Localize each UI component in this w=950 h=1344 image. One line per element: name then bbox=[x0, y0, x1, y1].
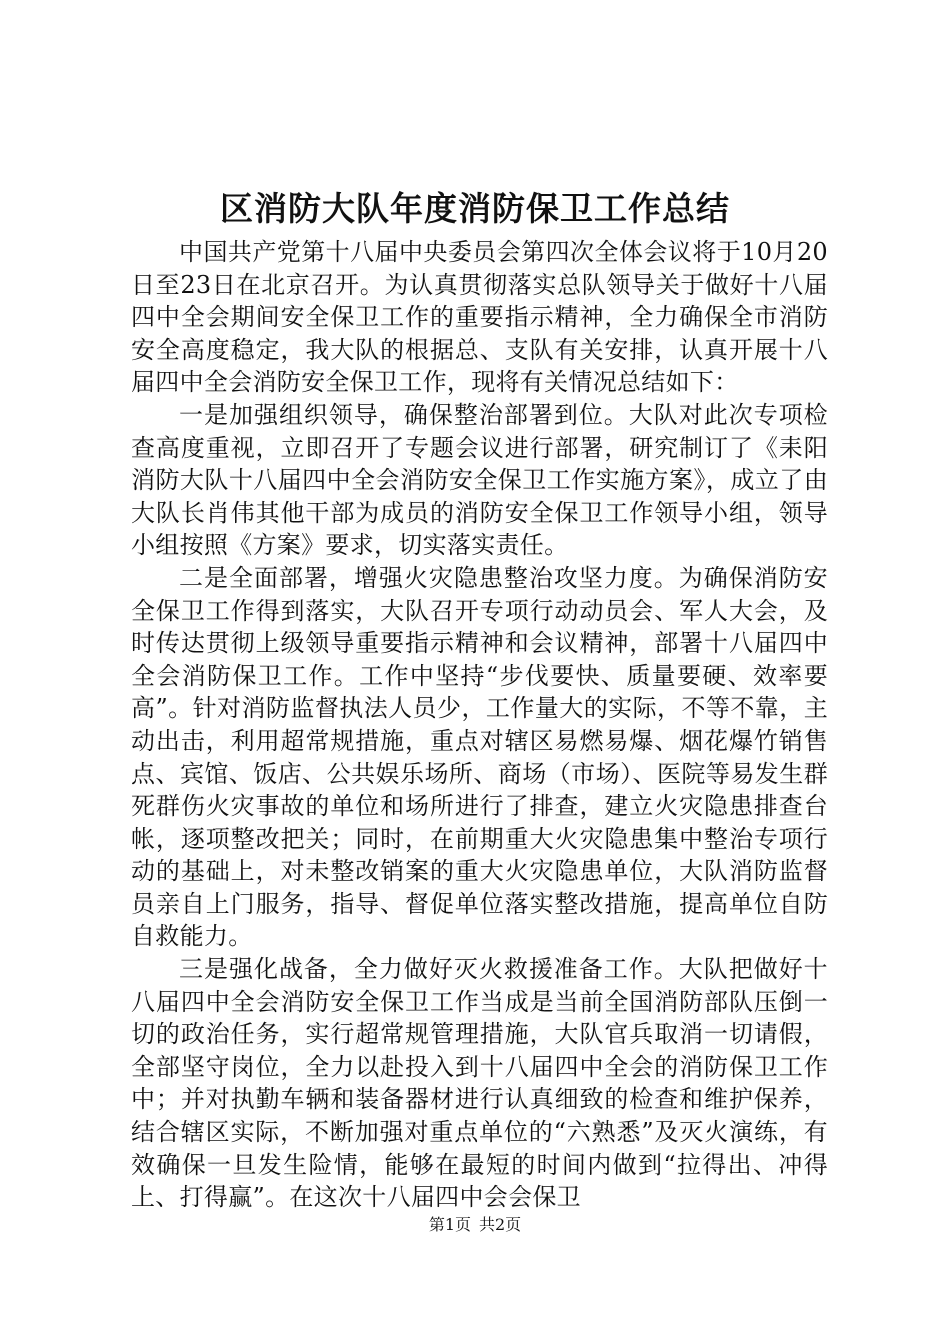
paragraph-deployment: 二是全面部署，增强火灾隐患整治攻坚力度。为确保消防安全保卫工作得到落实，大队召开专项行动动员会、军人大会，及时传达贯彻上级领导重要指示精神和会议精神，部署十八届四中全会消防保卫工作。工作中坚持“步伐要快、质量要硬、效率要高”。针对消防监督执法人员少，工作量大的实际，不等不靠，主动出击，利用超常规措施，重点对辖区易燃易爆、烟花爆竹销售点、宾馆、饭店、公共娱乐场所、商场（市场）、医院等易发生群死群伤火灾事故的单位和场所进行了排查，建立火灾隐患排查台帐，逐项整改把关；同时，在前期重大火灾隐患集中整治专项行动的基础上，对未整改销案的重大火灾隐患单位，大队消防监督员亲自上门服务，指导、督促单位落实整改措施，提高单位自防自救能力。 bbox=[131, 563, 828, 951]
page-footer bbox=[0, 1214, 950, 1236]
page-total: 共2页 bbox=[479, 1215, 522, 1234]
paragraph-intro: 中国共产党第十八届中央委员会第四次全体会议将于10月20日至23日在北京召开。为认真贯彻落实总队领导关于做好十八届四中全会期间安全保卫工作的重要指示精神，全力确保全市消防安全高度稳定，我大队的根据总、支队有关安排，认真开展十八届四中全会消防安全保卫工作，现将有关情况总结如下： bbox=[131, 238, 828, 397]
document-title: 区消防大队年度消防保卫工作总结 bbox=[220, 189, 730, 228]
page-number: 第1页 bbox=[428, 1215, 471, 1234]
paragraph-organization: 一是加强组织领导，确保整治部署到位。大队对此次专项检查高度重视，立即召开了专题会议进行部署，研究制订了《耒阳消防大队十八届四中全会消防安全保卫工作实施方案》，成立了由大队长肖伟其他干部为成员的消防安全保卫工作领导小组，领导小组按照《方案》要求，切实落实责任。 bbox=[131, 400, 828, 560]
paragraph-readiness: 三是强化战备，全力做好灭火救援准备工作。大队把做好十八届四中全会消防安全保卫工作当成是当前全国消防部队压倒一切的政治任务，实行超常规管理措施，大队官兵取消一切请假，全部坚守岗位，全力以赴投入到十八届四中全会的消防保卫工作中；并对执勤车辆和装备器材进行认真细致的检查和维护保养，结合辖区实际，不断加强对重点单位的“六熟悉”及灭火演练，有效确保一旦发生险情，能够在最短的时间内做到“拉得出、冲得上、打得赢”。在这次十八届四中会会保卫 bbox=[131, 955, 828, 1212]
document-body bbox=[131, 236, 828, 1214]
